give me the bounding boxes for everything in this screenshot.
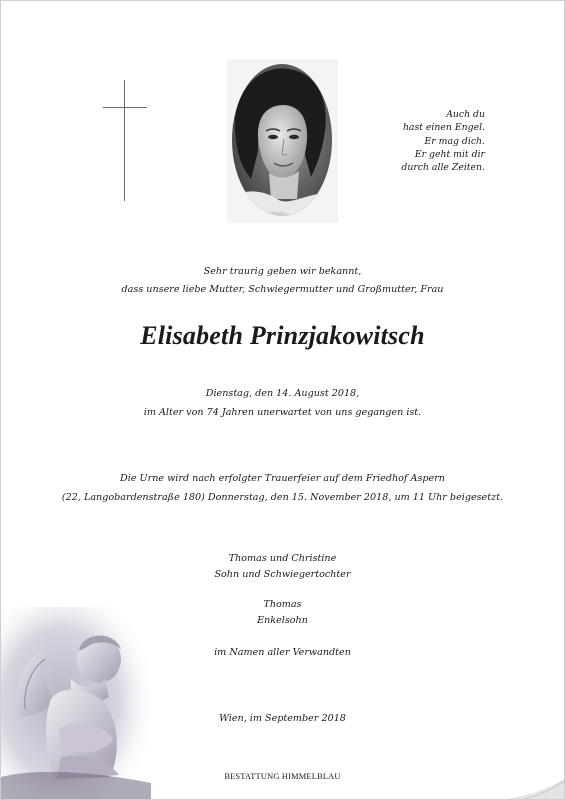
burial-info <box>1 469 564 507</box>
intro-line: Sehr traurig geben wir bekannt, <box>203 266 362 277</box>
death-line: im Alter von 74 Jahren unerwartet von uns gegangen ist. <box>143 407 422 418</box>
mourner-names: Thomas <box>263 599 302 610</box>
death-info <box>1 384 564 422</box>
funeral-home-name: BESTATTUNG HIMMELBLAU <box>224 772 341 781</box>
poem-line: Auch du <box>446 109 485 120</box>
mourner-group <box>1 551 564 583</box>
poem-line: Er geht mit dir <box>414 148 485 160</box>
mourner-names: Thomas und Christine <box>228 553 337 564</box>
poem-line: hast einen Engel. <box>402 122 485 134</box>
place-date: Wien, im September 2018 <box>219 713 346 724</box>
family-line: im Namen aller Verwandten <box>214 647 351 658</box>
announcement-intro <box>1 263 564 299</box>
portrait-photo <box>227 59 338 223</box>
death-line: Dienstag, den 14. August 2018, <box>205 388 360 399</box>
page-curl-icon <box>504 779 564 799</box>
burial-line: Die Urne wird nach erfolgter Trauerfeier auf dem Friedhof Aspern <box>120 473 445 484</box>
angel-statue-image <box>1 607 151 799</box>
poem <box>361 108 485 174</box>
burial-line: (22, Langobardenstraße 180) Donnerstag, den 15. November 2018, um 11 Uhr beigesetzt. <box>61 492 504 503</box>
mourner-relation: Sohn und Schwiegertochter <box>214 569 351 580</box>
poem-line: durch alle Zeiten. <box>401 162 485 174</box>
poem-line: Er mag dich. <box>424 135 485 147</box>
mourner-relation: Enkelsohn <box>257 615 308 626</box>
deceased-name: Elisabeth Prinzjakowitsch <box>140 321 425 350</box>
intro-line: dass unsere liebe Mutter, Schwiegermutter und Großmutter, Frau <box>121 284 444 295</box>
